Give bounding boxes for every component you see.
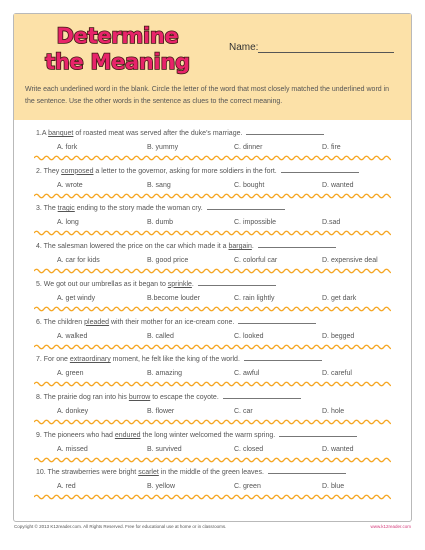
question-text: 2. They: [36, 167, 62, 175]
answer-option-d[interactable]: D.sad: [322, 219, 341, 227]
underlined-word: sprinkle: [167, 280, 192, 288]
answer-option-c[interactable]: C. dinner: [234, 144, 263, 151]
answer-option-b[interactable]: B. good price: [147, 257, 189, 265]
answer-option-a[interactable]: A. get windy: [57, 294, 96, 302]
answer-option-c[interactable]: C. closed: [234, 445, 264, 453]
answer-blank[interactable]: [279, 429, 357, 437]
answer-option-b[interactable]: B. flower: [147, 407, 175, 415]
answer-option-d[interactable]: D. wanted: [322, 445, 354, 453]
answer-blank[interactable]: [198, 278, 276, 286]
question-10: [36, 466, 346, 477]
answer-option-d[interactable]: D. careful: [322, 370, 352, 378]
wavy-divider: [34, 456, 391, 464]
worksheet-title: [40, 23, 195, 75]
question-5: [36, 278, 276, 289]
question-text: in the middle of the green leaves.: [158, 469, 264, 477]
answer-option-b[interactable]: B. sang: [147, 181, 171, 189]
title-line-2: the Meaning: [45, 50, 190, 74]
answer-option-b[interactable]: B. survived: [147, 445, 182, 453]
answer-option-c[interactable]: C. bought: [234, 181, 265, 189]
answer-option-c[interactable]: C. rain lightly: [234, 294, 275, 302]
answer-option-b[interactable]: B. dumb: [147, 219, 174, 227]
question-text: ending to the story made the woman cry.: [74, 205, 203, 213]
answer-option-c[interactable]: C. impossible: [234, 219, 277, 227]
underlined-word: scarlet: [138, 469, 159, 477]
answer-option-b[interactable]: B. yellow: [147, 483, 176, 491]
answer-option-b[interactable]: B. yummy: [147, 144, 179, 151]
question-9: [36, 429, 357, 440]
answer-blank[interactable]: [223, 391, 301, 399]
question-7: [36, 353, 322, 364]
underlined-word: extraordinary: [69, 356, 111, 364]
answer-option-a[interactable]: A. wrote: [57, 181, 83, 189]
answer-option-a[interactable]: A. walked: [57, 332, 88, 340]
question-text: moment, he felt like the king of the world.: [110, 356, 240, 364]
underlined-word: burrow: [128, 393, 151, 401]
answer-option-d[interactable]: D. begged: [322, 332, 355, 340]
underlined-word: composed: [61, 167, 94, 175]
answer-option-c[interactable]: C. looked: [234, 332, 264, 340]
answer-blank[interactable]: [281, 165, 359, 173]
underlined-word: tragic: [57, 205, 75, 213]
instructions: Write each underlined word in the blank. Circle the letter of the word that most closely matched the underlined word in the sentence. Use the other words in the sentence as clues to the correct meaning.: [25, 86, 390, 105]
question-text: 4. The salesman lowered the price on the car which made it a: [36, 243, 229, 251]
wavy-divider: [34, 343, 391, 351]
answer-option-d[interactable]: D. wanted: [322, 181, 354, 189]
question-text: 10. The strawberries were bright: [36, 469, 139, 477]
answer-option-a[interactable]: A. missed: [57, 445, 88, 453]
question-text: 3. The: [36, 205, 58, 213]
question-text: 8. The prairie dog ran into his: [36, 393, 129, 401]
answer-option-b[interactable]: B.become louder: [147, 294, 200, 302]
answer-option-d[interactable]: D. fire: [322, 144, 341, 151]
question-text: 7. For one: [36, 356, 70, 364]
wavy-divider: [34, 229, 391, 237]
answer-option-a[interactable]: A. red: [57, 483, 76, 491]
question-text: 1.A: [36, 130, 49, 137]
question-text: of roasted meat was served after the duke's marriage.: [73, 130, 243, 137]
answer-blank[interactable]: [258, 240, 336, 248]
wavy-divider: [34, 154, 391, 162]
answer-option-d[interactable]: D. get dark: [322, 294, 357, 302]
wavy-divider: [34, 380, 391, 388]
question-text: the long winter welcomed the warm spring.: [140, 431, 276, 439]
question-text: to escape the coyote.: [150, 393, 219, 401]
answer-option-d[interactable]: D. blue: [322, 483, 345, 491]
copyright-notice: Copyright © 2013 K12reader.com. All Rights Reserved. Free for educational use at home or in classrooms.: [14, 524, 227, 529]
wavy-divider: [34, 493, 391, 501]
question-2: [36, 165, 359, 176]
site-link[interactable]: www.k12reader.com: [370, 524, 411, 529]
question-1: [36, 127, 324, 138]
answer-blank[interactable]: [246, 127, 324, 135]
answer-option-c[interactable]: C. awful: [234, 370, 260, 378]
answer-blank[interactable]: [238, 316, 316, 324]
underlined-word: bargain: [228, 243, 252, 251]
underlined-word: pleaded: [84, 318, 110, 326]
answer-option-b[interactable]: B. amazing: [147, 370, 183, 378]
title-line-1: Determine: [56, 24, 179, 48]
answer-option-a[interactable]: A. car for kids: [57, 257, 100, 265]
answer-option-a[interactable]: A. donkey: [57, 407, 89, 415]
question-8: [36, 391, 301, 402]
wavy-divider: [34, 305, 391, 313]
answer-option-b[interactable]: B. called: [147, 332, 174, 340]
name-label: Name:: [229, 42, 259, 53]
answer-blank[interactable]: [268, 466, 346, 474]
question-text: 9. The pioneers who had: [36, 431, 115, 439]
question-text: .: [251, 243, 254, 251]
question-6: [36, 316, 316, 327]
question-text: .: [191, 280, 194, 288]
question-4: [36, 240, 336, 251]
answer-blank[interactable]: [244, 353, 322, 361]
underlined-word: endured: [114, 431, 141, 439]
question-text: with their mother for an ice-cream cone.: [109, 318, 235, 326]
answer-option-c[interactable]: C. colorful car: [234, 257, 278, 265]
answer-blank[interactable]: [207, 202, 285, 210]
question-text: 6. The children: [36, 318, 85, 326]
answer-option-d[interactable]: D. hole: [322, 407, 345, 415]
wavy-divider: [34, 267, 391, 275]
question-3: [36, 202, 285, 213]
wavy-divider: [34, 192, 391, 200]
name-field[interactable]: [258, 52, 394, 53]
question-text: 5. We got out our umbrellas as it began to: [36, 280, 168, 288]
underlined-word: banquet: [48, 130, 74, 137]
answer-option-a[interactable]: A. green: [57, 370, 84, 378]
answer-option-c[interactable]: C. car: [234, 407, 253, 415]
wavy-divider: [34, 418, 391, 426]
question-text: a letter to the governor, asking for more soldiers in the fort.: [93, 167, 277, 175]
answer-option-a[interactable]: A. fork: [57, 144, 78, 151]
answer-option-c[interactable]: C. green: [234, 483, 261, 491]
answer-option-a[interactable]: A. long: [57, 219, 79, 227]
answer-option-d[interactable]: D. expensive deal: [322, 257, 378, 265]
